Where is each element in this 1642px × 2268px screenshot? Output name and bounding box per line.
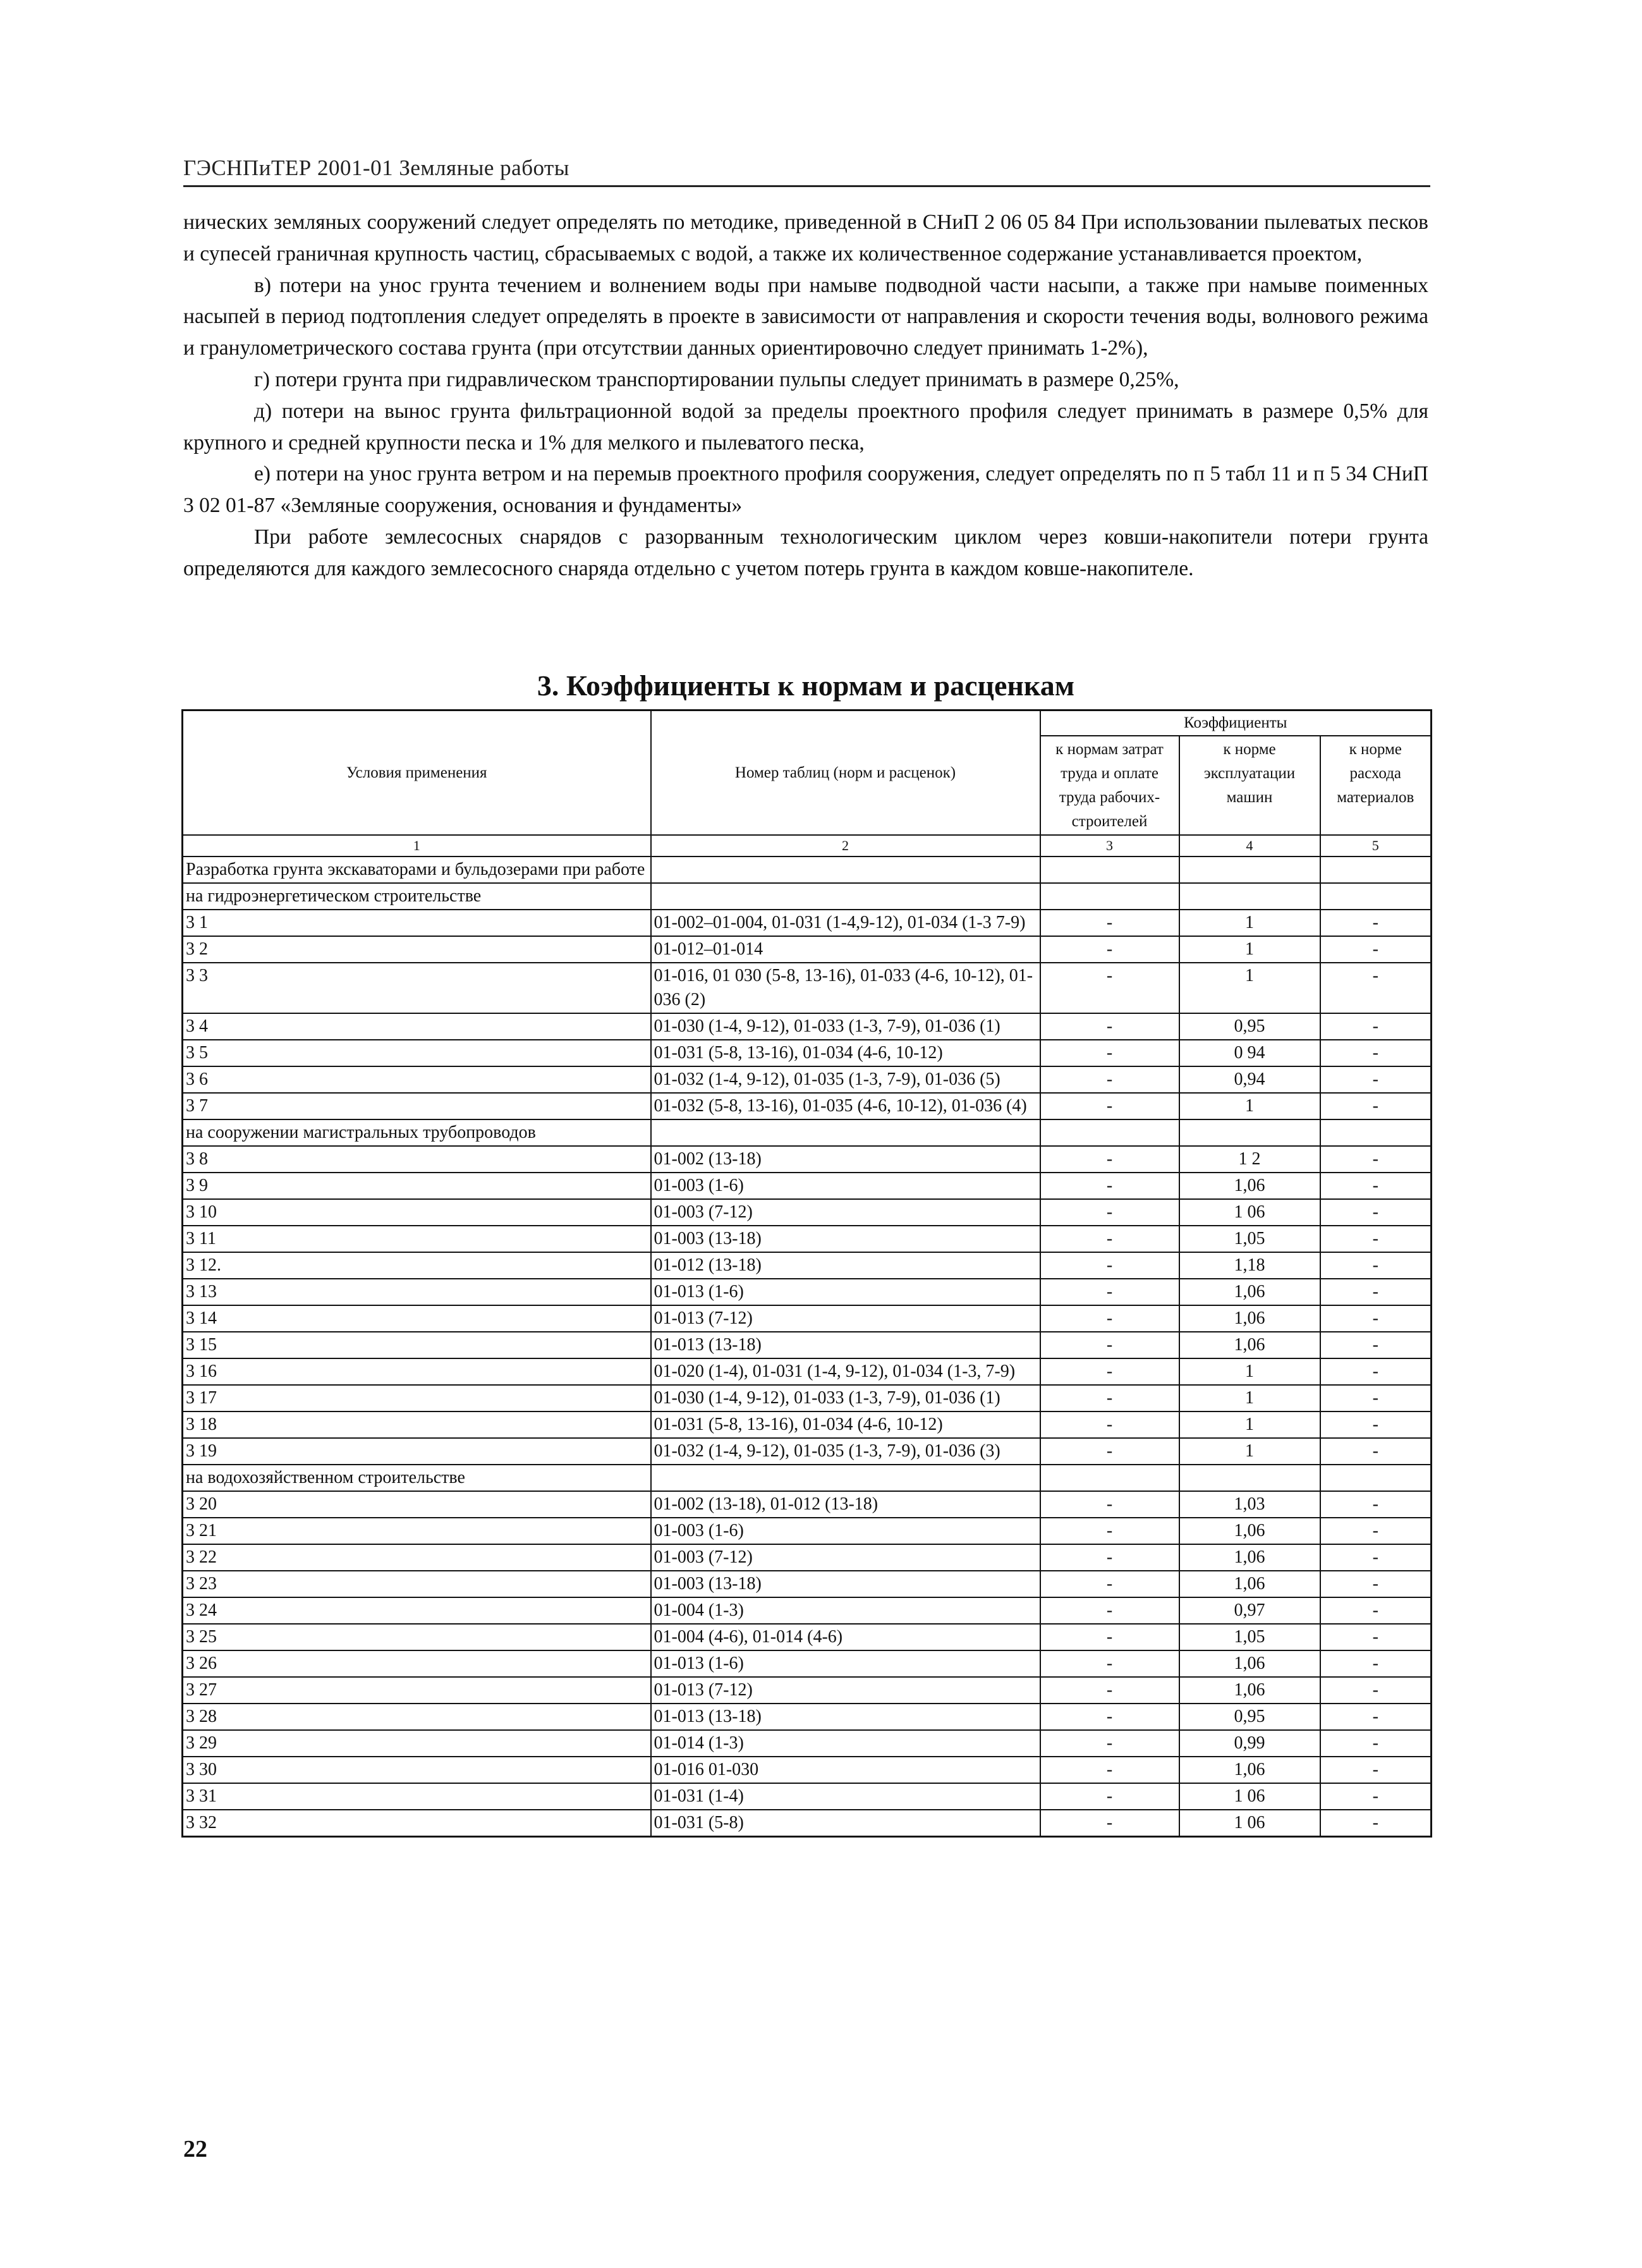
- cell-labor-coefficient: -: [1040, 1199, 1179, 1226]
- cell-materials-coefficient: -: [1320, 1013, 1432, 1040]
- cell-condition: 3 1: [183, 910, 651, 936]
- cell-labor-coefficient: -: [1040, 936, 1179, 963]
- cell-labor-coefficient: -: [1040, 1650, 1179, 1677]
- table-row: [183, 1305, 1432, 1332]
- table-row: [183, 1385, 1432, 1411]
- cell-table-numbers: 01-002–01-004, 01-031 (1-4,9-12), 01-034 (1-3 7-9): [651, 910, 1040, 936]
- cell-table-numbers: 01-013 (1-6): [651, 1650, 1040, 1677]
- cell-machine-coefficient: [1179, 883, 1320, 910]
- cell-labor-coefficient: -: [1040, 1066, 1179, 1093]
- cell-materials-coefficient: -: [1320, 1252, 1432, 1279]
- cell-materials-coefficient: -: [1320, 1385, 1432, 1411]
- cell-labor-coefficient: -: [1040, 1597, 1179, 1624]
- cell-labor-coefficient: -: [1040, 1518, 1179, 1544]
- cell-table-numbers: 01-013 (7-12): [651, 1677, 1040, 1704]
- paragraph: д) потери на вынос грунта фильтрационной водой за пределы проектного профиля следует принимать в размере 0,5% для крупного и средней крупности песка и 1% для мелкого и пылеватого песка,: [183, 399, 1428, 454]
- cell-table-numbers: 01-030 (1-4, 9-12), 01-033 (1-3, 7-9), 01-036 (1): [651, 1385, 1040, 1411]
- header-labor: к нормам затрат труда и оплате труда рабочих-строителей: [1040, 736, 1179, 835]
- cell-machine-coefficient: 1: [1179, 910, 1320, 936]
- cell-table-numbers: 01-032 (5-8, 13-16), 01-035 (4-6, 10-12), 01-036 (4): [651, 1093, 1040, 1119]
- cell-table-numbers: 01-031 (1-4): [651, 1783, 1040, 1810]
- cell-machine-coefficient: 1,06: [1179, 1544, 1320, 1571]
- cell-machine-coefficient: 1: [1179, 1438, 1320, 1465]
- cell-condition: 3 17: [183, 1385, 651, 1411]
- page-number: 22: [183, 2136, 207, 2162]
- cell-condition: 3 25: [183, 1624, 651, 1650]
- cell-table-numbers: 01-012 (13-18): [651, 1252, 1040, 1279]
- cell-materials-coefficient: -: [1320, 1757, 1432, 1783]
- cell-machine-coefficient: 1,06: [1179, 1279, 1320, 1305]
- cell-materials-coefficient: -: [1320, 1650, 1432, 1677]
- paragraph: г) потери грунта при гидравлическом транспортировании пульпы следует принимать в размере 0,25%,: [254, 367, 1179, 391]
- cell-machine-coefficient: 1,03: [1179, 1491, 1320, 1518]
- cell-condition: 3 7: [183, 1093, 651, 1119]
- cell-materials-coefficient: -: [1320, 1544, 1432, 1571]
- cell-machine-coefficient: 1,06: [1179, 1650, 1320, 1677]
- cell-table-numbers: 01-013 (7-12): [651, 1305, 1040, 1332]
- cell-condition: 3 26: [183, 1650, 651, 1677]
- table-section-row: [183, 883, 1432, 910]
- cell-condition: 3 22: [183, 1544, 651, 1571]
- cell-machine-coefficient: 1: [1179, 1411, 1320, 1438]
- table-row: [183, 1518, 1432, 1544]
- cell-machine-coefficient: 0 94: [1179, 1040, 1320, 1066]
- table-section-row: [183, 857, 1432, 883]
- cell-table-numbers: 01-013 (13-18): [651, 1704, 1040, 1730]
- table-row: [183, 1411, 1432, 1438]
- cell-condition: 3 18: [183, 1411, 651, 1438]
- table-row: [183, 1146, 1432, 1173]
- cell-condition: 3 29: [183, 1730, 651, 1757]
- header-rule: [183, 185, 1430, 187]
- cell-labor-coefficient: -: [1040, 1411, 1179, 1438]
- cell-table-numbers: 01-003 (7-12): [651, 1544, 1040, 1571]
- cell-labor-coefficient: -: [1040, 1332, 1179, 1358]
- cell-materials-coefficient: -: [1320, 1518, 1432, 1544]
- cell-table-numbers: 01-003 (13-18): [651, 1226, 1040, 1252]
- cell-materials-coefficient: -: [1320, 1704, 1432, 1730]
- cell-labor-coefficient: -: [1040, 1571, 1179, 1597]
- cell-machine-coefficient: 1,06: [1179, 1332, 1320, 1358]
- table-row: [183, 1544, 1432, 1571]
- cell-machine-coefficient: 1 06: [1179, 1199, 1320, 1226]
- cell-labor-coefficient: [1040, 1465, 1179, 1491]
- table-row: [183, 1571, 1432, 1597]
- cell-labor-coefficient: -: [1040, 1040, 1179, 1066]
- table-row: [183, 1730, 1432, 1757]
- cell-labor-coefficient: -: [1040, 1704, 1179, 1730]
- cell-machine-coefficient: 1: [1179, 936, 1320, 963]
- cell-materials-coefficient: -: [1320, 1783, 1432, 1810]
- cell-materials-coefficient: [1320, 1465, 1432, 1491]
- cell-materials-coefficient: -: [1320, 1226, 1432, 1252]
- header-machines: к норме эксплуатации машин: [1179, 736, 1320, 835]
- cell-condition: 3 27: [183, 1677, 651, 1704]
- cell-machine-coefficient: 0,99: [1179, 1730, 1320, 1757]
- header-table-numbers: Номер таблиц (норм и расценок): [651, 710, 1040, 836]
- cell-labor-coefficient: -: [1040, 1544, 1179, 1571]
- cell-table-numbers: 01-032 (1-4, 9-12), 01-035 (1-3, 7-9), 01-036 (3): [651, 1438, 1040, 1465]
- cell-machine-coefficient: 1,05: [1179, 1624, 1320, 1650]
- cell-labor-coefficient: [1040, 1119, 1179, 1146]
- cell-table-numbers: 01-020 (1-4), 01-031 (1-4, 9-12), 01-034 (1-3, 7-9): [651, 1358, 1040, 1385]
- cell-materials-coefficient: -: [1320, 1597, 1432, 1624]
- coefficients-table: [181, 709, 1432, 1838]
- cell-condition: 3 28: [183, 1704, 651, 1730]
- cell-labor-coefficient: -: [1040, 963, 1179, 1013]
- header-materials: к норме расхода материалов: [1320, 736, 1432, 835]
- cell-machine-coefficient: 1,06: [1179, 1757, 1320, 1783]
- cell-machine-coefficient: 1 06: [1179, 1783, 1320, 1810]
- cell-machine-coefficient: 1: [1179, 963, 1320, 1013]
- cell-condition: 3 3: [183, 963, 651, 1013]
- table-row: [183, 1704, 1432, 1730]
- table-row: [183, 1279, 1432, 1305]
- cell-materials-coefficient: -: [1320, 1571, 1432, 1597]
- table-row: [183, 1757, 1432, 1783]
- cell-table-numbers: 01-014 (1-3): [651, 1730, 1040, 1757]
- column-numbers-row: [183, 835, 1432, 857]
- cell-materials-coefficient: [1320, 857, 1432, 883]
- cell-machine-coefficient: 1,05: [1179, 1226, 1320, 1252]
- cell-table-numbers: 01-013 (1-6): [651, 1279, 1040, 1305]
- cell-table-numbers: 01-031 (5-8, 13-16), 01-034 (4-6, 10-12): [651, 1040, 1040, 1066]
- cell-condition: 3 23: [183, 1571, 651, 1597]
- cell-machine-coefficient: 1,06: [1179, 1173, 1320, 1199]
- cell-materials-coefficient: -: [1320, 1730, 1432, 1757]
- column-number: 5: [1320, 835, 1432, 857]
- cell-materials-coefficient: -: [1320, 1305, 1432, 1332]
- cell-condition: 3 31: [183, 1783, 651, 1810]
- cell-materials-coefficient: -: [1320, 1411, 1432, 1438]
- cell-materials-coefficient: -: [1320, 1066, 1432, 1093]
- cell-materials-coefficient: -: [1320, 963, 1432, 1013]
- cell-table-numbers: 01-032 (1-4, 9-12), 01-035 (1-3, 7-9), 01-036 (5): [651, 1066, 1040, 1093]
- cell-table-numbers: 01-016, 01 030 (5-8, 13-16), 01-033 (4-6, 10-12), 01-036 (2): [651, 963, 1040, 1013]
- cell-condition: 3 16: [183, 1358, 651, 1385]
- cell-condition: 3 30: [183, 1757, 651, 1783]
- cell-materials-coefficient: -: [1320, 1358, 1432, 1385]
- cell-labor-coefficient: -: [1040, 1385, 1179, 1411]
- cell-condition: на гидроэнергетическом строительстве: [183, 883, 651, 910]
- cell-materials-coefficient: -: [1320, 936, 1432, 963]
- cell-machine-coefficient: [1179, 1119, 1320, 1146]
- cell-table-numbers: 01-030 (1-4, 9-12), 01-033 (1-3, 7-9), 01-036 (1): [651, 1013, 1040, 1040]
- cell-condition: 3 9: [183, 1173, 651, 1199]
- cell-materials-coefficient: -: [1320, 1491, 1432, 1518]
- cell-machine-coefficient: 0,97: [1179, 1597, 1320, 1624]
- cell-labor-coefficient: -: [1040, 1757, 1179, 1783]
- column-number: 3: [1040, 835, 1179, 857]
- cell-table-numbers: [651, 857, 1040, 883]
- cell-materials-coefficient: -: [1320, 1332, 1432, 1358]
- table-row: [183, 1358, 1432, 1385]
- table-row: [183, 1650, 1432, 1677]
- table-row: [183, 936, 1432, 963]
- cell-table-numbers: 01-003 (1-6): [651, 1173, 1040, 1199]
- cell-condition: 3 8: [183, 1146, 651, 1173]
- cell-materials-coefficient: -: [1320, 1199, 1432, 1226]
- cell-materials-coefficient: -: [1320, 910, 1432, 936]
- cell-labor-coefficient: -: [1040, 1146, 1179, 1173]
- cell-labor-coefficient: -: [1040, 1730, 1179, 1757]
- cell-labor-coefficient: -: [1040, 1093, 1179, 1119]
- table-row: [183, 963, 1432, 1013]
- table-row: [183, 1810, 1432, 1837]
- cell-labor-coefficient: -: [1040, 1624, 1179, 1650]
- table-section-row: [183, 1465, 1432, 1491]
- table-row: [183, 1226, 1432, 1252]
- table-row: [183, 1252, 1432, 1279]
- table-body: [183, 857, 1432, 1837]
- table-row: [183, 1173, 1432, 1199]
- cell-labor-coefficient: -: [1040, 1173, 1179, 1199]
- cell-table-numbers: 01-003 (7-12): [651, 1199, 1040, 1226]
- table-row: [183, 1040, 1432, 1066]
- table-section-row: [183, 1119, 1432, 1146]
- cell-condition: на водохозяйственном строительстве: [183, 1465, 651, 1491]
- cell-table-numbers: 01-013 (13-18): [651, 1332, 1040, 1358]
- column-number: 4: [1179, 835, 1320, 857]
- cell-condition: 3 21: [183, 1518, 651, 1544]
- table-row: [183, 1093, 1432, 1119]
- table-row: [183, 1199, 1432, 1226]
- cell-machine-coefficient: 0,94: [1179, 1066, 1320, 1093]
- cell-machine-coefficient: [1179, 1465, 1320, 1491]
- cell-condition: 3 4: [183, 1013, 651, 1040]
- cell-labor-coefficient: -: [1040, 1438, 1179, 1465]
- cell-machine-coefficient: 1,06: [1179, 1305, 1320, 1332]
- cell-machine-coefficient: [1179, 857, 1320, 883]
- cell-materials-coefficient: -: [1320, 1093, 1432, 1119]
- cell-labor-coefficient: -: [1040, 1226, 1179, 1252]
- cell-labor-coefficient: -: [1040, 1279, 1179, 1305]
- cell-table-numbers: 01-003 (13-18): [651, 1571, 1040, 1597]
- cell-table-numbers: [651, 1119, 1040, 1146]
- cell-condition: на сооружении магистральных трубопроводов: [183, 1119, 651, 1146]
- table-row: [183, 1491, 1432, 1518]
- cell-condition: 3 24: [183, 1597, 651, 1624]
- cell-labor-coefficient: -: [1040, 1358, 1179, 1385]
- running-header: ГЭСНПиТЕР 2001-01 Земляные работы: [183, 155, 569, 180]
- cell-table-numbers: 01-002 (13-18): [651, 1146, 1040, 1173]
- column-number: 1: [183, 835, 651, 857]
- cell-materials-coefficient: -: [1320, 1146, 1432, 1173]
- cell-condition: 3 13: [183, 1279, 651, 1305]
- cell-condition: 3 14: [183, 1305, 651, 1332]
- cell-machine-coefficient: 1: [1179, 1385, 1320, 1411]
- cell-condition: 3 12.: [183, 1252, 651, 1279]
- cell-machine-coefficient: 1,06: [1179, 1571, 1320, 1597]
- cell-table-numbers: [651, 1465, 1040, 1491]
- cell-labor-coefficient: -: [1040, 1677, 1179, 1704]
- table-row: [183, 910, 1432, 936]
- paragraph: в) потери на унос грунта течением и волнением воды при намыве подводной части насыпи, а также при намыве поименных насыпей в период подтопления следует определять в проекте в зависимости от направления и скорости течения воды, волнового режима и гранулометрического состава грунта (при отсутствии данных ориентировочно следует принимать 1-2%),: [183, 273, 1428, 360]
- table-row: [183, 1597, 1432, 1624]
- cell-labor-coefficient: -: [1040, 1252, 1179, 1279]
- cell-condition: 3 15: [183, 1332, 651, 1358]
- cell-labor-coefficient: -: [1040, 1810, 1179, 1837]
- cell-materials-coefficient: [1320, 883, 1432, 910]
- cell-labor-coefficient: -: [1040, 1305, 1179, 1332]
- cell-table-numbers: 01-016 01-030: [651, 1757, 1040, 1783]
- cell-machine-coefficient: 1 2: [1179, 1146, 1320, 1173]
- table-row: [183, 1066, 1432, 1093]
- cell-condition: 3 11: [183, 1226, 651, 1252]
- cell-machine-coefficient: 0,95: [1179, 1704, 1320, 1730]
- cell-table-numbers: 01-004 (1-3): [651, 1597, 1040, 1624]
- cell-condition: 3 2: [183, 936, 651, 963]
- section-title: 3. Коэффициенты к нормам и расценкам: [537, 669, 1075, 702]
- cell-materials-coefficient: -: [1320, 1438, 1432, 1465]
- cell-materials-coefficient: -: [1320, 1624, 1432, 1650]
- cell-condition: 3 5: [183, 1040, 651, 1066]
- cell-materials-coefficient: -: [1320, 1677, 1432, 1704]
- cell-labor-coefficient: [1040, 857, 1179, 883]
- cell-condition: 3 32: [183, 1810, 651, 1837]
- table-row: [183, 1438, 1432, 1465]
- cell-machine-coefficient: 1,06: [1179, 1677, 1320, 1704]
- cell-labor-coefficient: -: [1040, 1491, 1179, 1518]
- body-text: [183, 207, 1428, 585]
- cell-labor-coefficient: -: [1040, 1783, 1179, 1810]
- cell-table-numbers: 01-012–01-014: [651, 936, 1040, 963]
- cell-machine-coefficient: 1,06: [1179, 1518, 1320, 1544]
- cell-condition: 3 20: [183, 1491, 651, 1518]
- header-coefficients-group: Коэффициенты: [1040, 710, 1432, 736]
- cell-table-numbers: 01-031 (5-8, 13-16), 01-034 (4-6, 10-12): [651, 1411, 1040, 1438]
- cell-table-numbers: 01-031 (5-8): [651, 1810, 1040, 1837]
- table-row: [183, 1332, 1432, 1358]
- paragraph: нических земляных сооружений следует определять по методике, приведенной в СНиП 2 06 05 84 При использовании пылеватых песков и супесей граничная крупность частиц, сбрасываемых с водой, а также их количественное содержание устанавливается проектом,: [183, 210, 1428, 265]
- cell-table-numbers: 01-003 (1-6): [651, 1518, 1040, 1544]
- cell-materials-coefficient: -: [1320, 1040, 1432, 1066]
- cell-machine-coefficient: 0,95: [1179, 1013, 1320, 1040]
- cell-labor-coefficient: -: [1040, 1013, 1179, 1040]
- cell-materials-coefficient: -: [1320, 1279, 1432, 1305]
- cell-condition: 3 6: [183, 1066, 651, 1093]
- cell-materials-coefficient: -: [1320, 1173, 1432, 1199]
- cell-materials-coefficient: -: [1320, 1810, 1432, 1837]
- cell-machine-coefficient: 1: [1179, 1358, 1320, 1385]
- table-row: [183, 1624, 1432, 1650]
- cell-table-numbers: 01-004 (4-6), 01-014 (4-6): [651, 1624, 1040, 1650]
- table-row: [183, 1783, 1432, 1810]
- cell-materials-coefficient: [1320, 1119, 1432, 1146]
- cell-table-numbers: [651, 883, 1040, 910]
- table-row: [183, 1677, 1432, 1704]
- column-number: 2: [651, 835, 1040, 857]
- cell-table-numbers: 01-002 (13-18), 01-012 (13-18): [651, 1491, 1040, 1518]
- paragraph: е) потери на унос грунта ветром и на перемыв проектного профиля сооружения, следует определять по п 5 табл 11 и п 5 34 СНиП 3 02 01-87 «Земляные сооружения, основания и фундаменты»: [183, 462, 1428, 518]
- cell-machine-coefficient: 1,18: [1179, 1252, 1320, 1279]
- cell-condition: 3 10: [183, 1199, 651, 1226]
- cell-condition: Разработка грунта экскаваторами и бульдозерами при работе: [183, 857, 651, 883]
- table-row: [183, 1013, 1432, 1040]
- cell-labor-coefficient: -: [1040, 910, 1179, 936]
- header-conditions: Условия применения: [183, 710, 651, 836]
- paragraph: При работе землесосных снарядов с разорванным технологическим циклом через ковши-накопители потери грунта определяются для каждого землесосного снаряда отдельно с учетом потерь грунта в каждом ковше-накопителе.: [183, 525, 1428, 580]
- cell-machine-coefficient: 1: [1179, 1093, 1320, 1119]
- cell-labor-coefficient: [1040, 883, 1179, 910]
- cell-machine-coefficient: 1 06: [1179, 1810, 1320, 1837]
- cell-condition: 3 19: [183, 1438, 651, 1465]
